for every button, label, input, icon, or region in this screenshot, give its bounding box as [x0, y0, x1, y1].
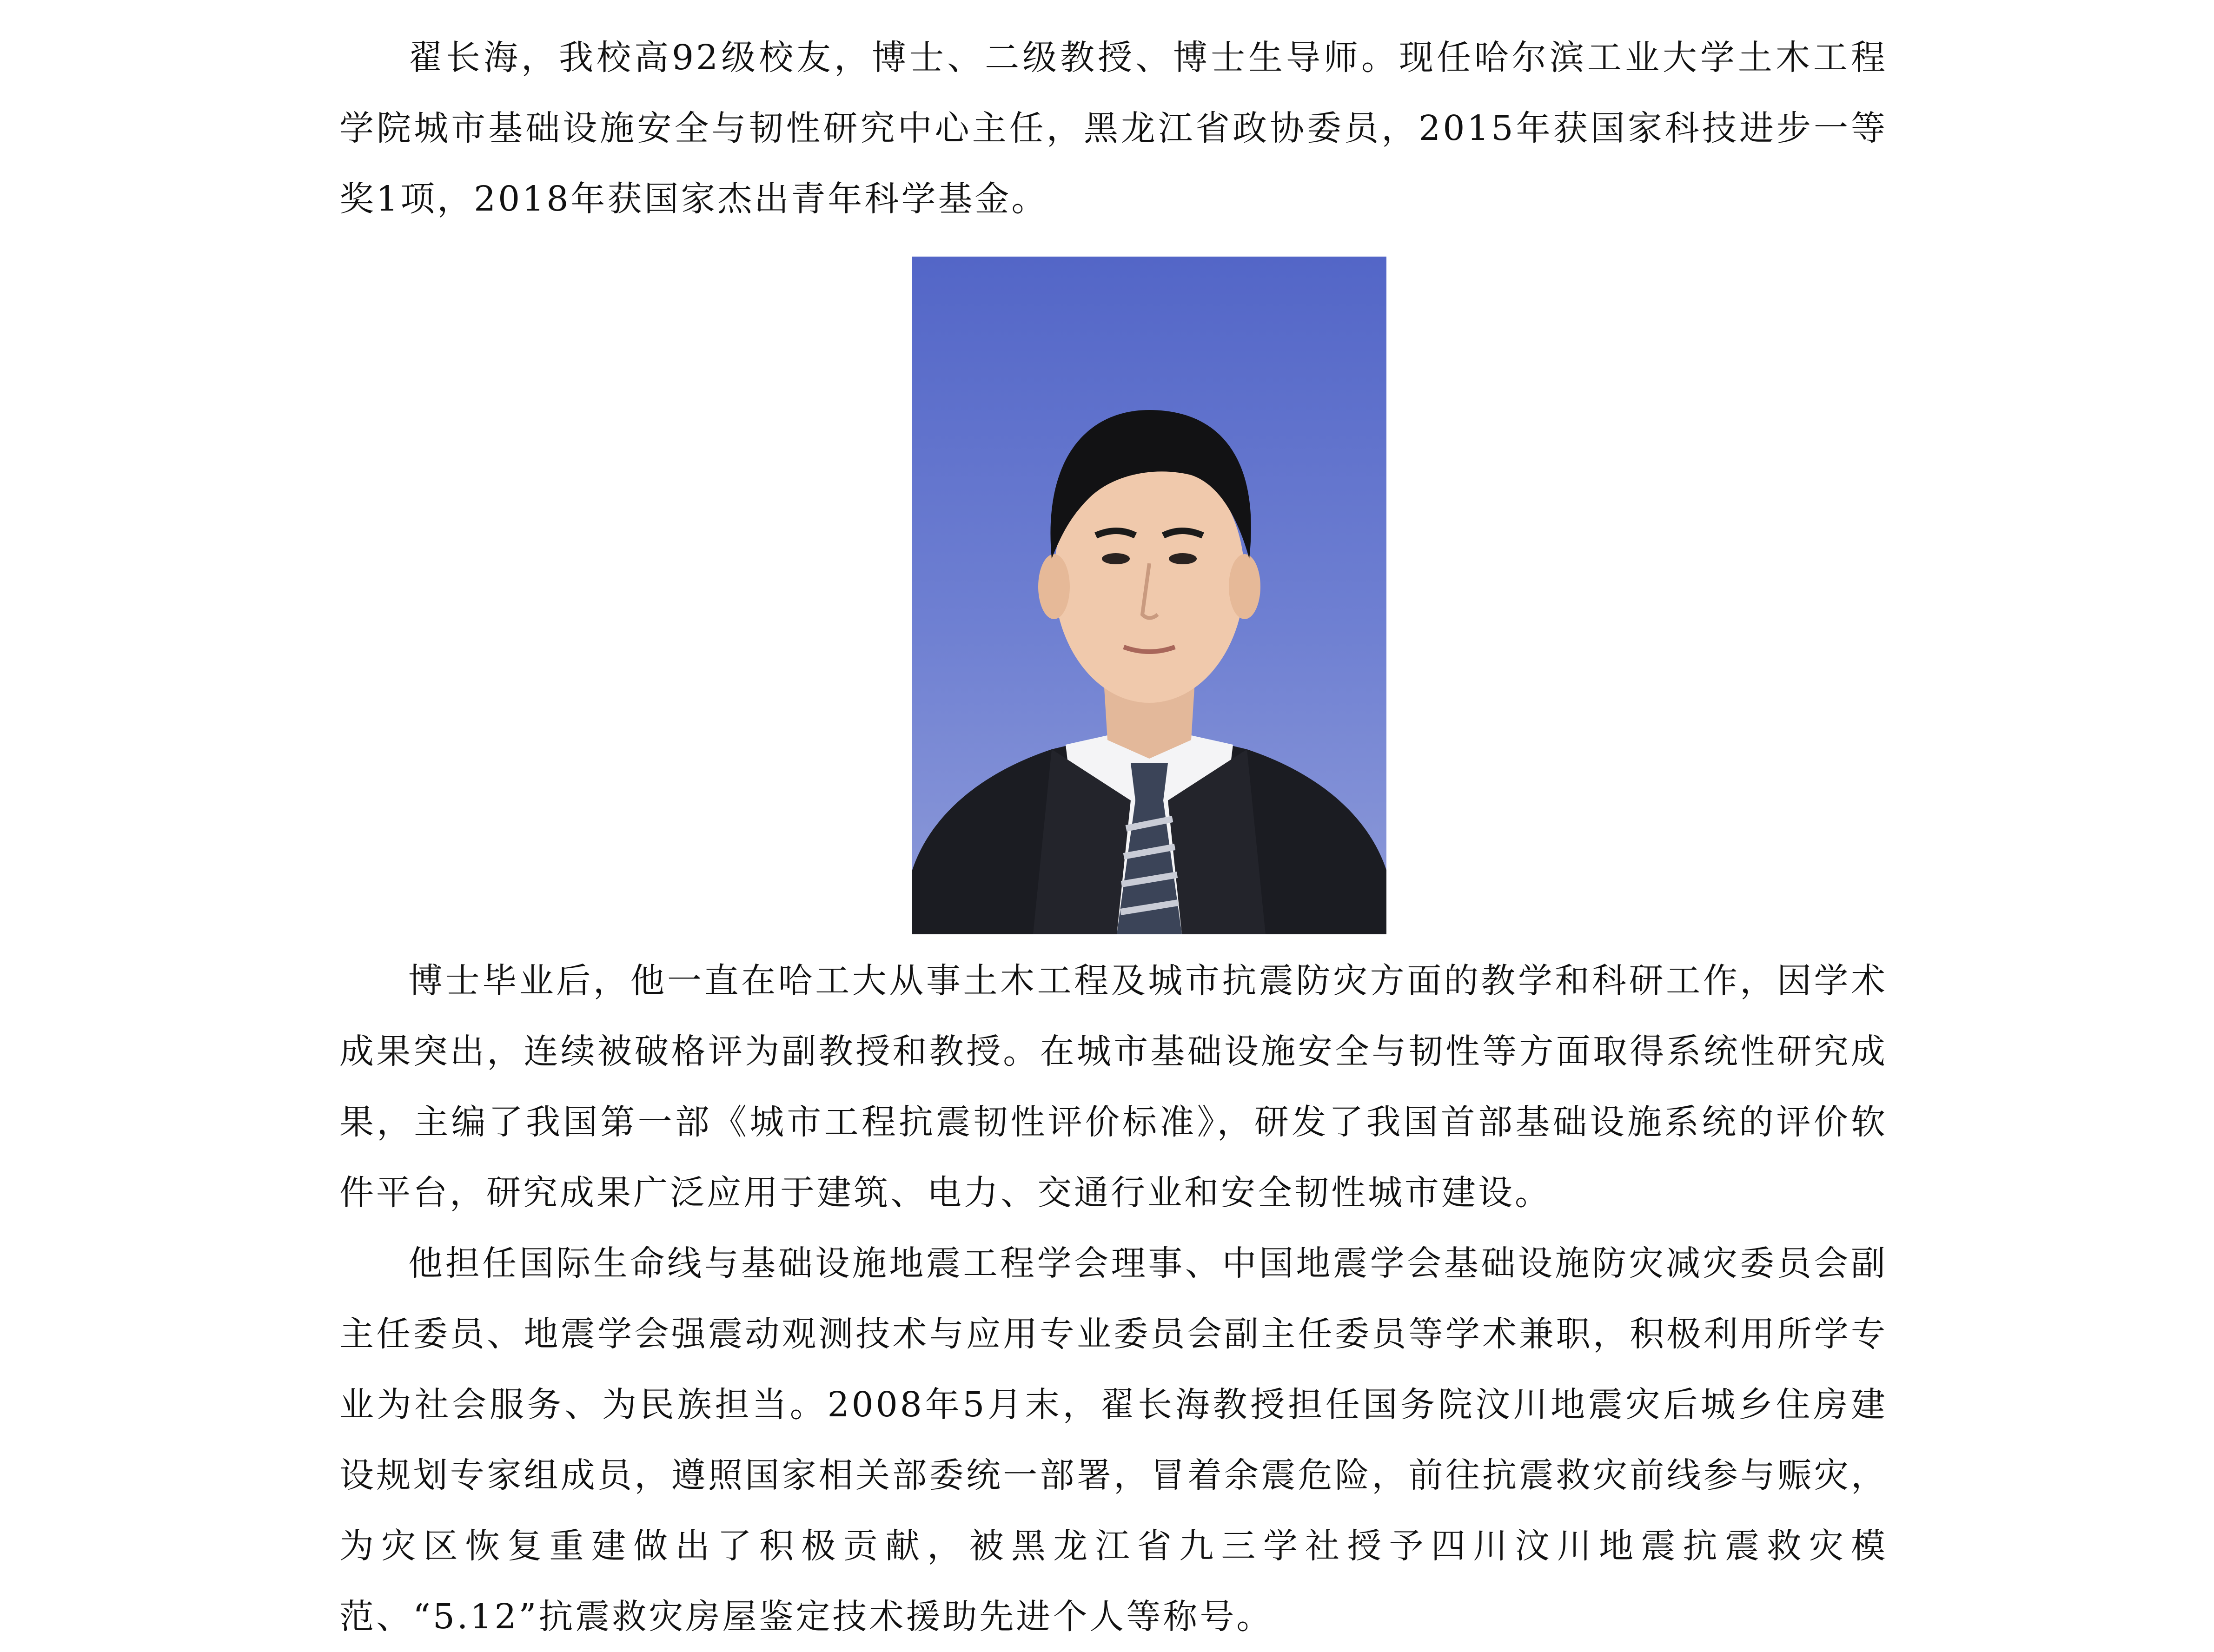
intro-text [339, 22, 1888, 234]
paragraph-1: 翟长海，我校高92级校友，博士、二级教授、博士生导师。现任哈尔滨工业大学土木工程学院城市基础设施安全与韧性研究中心主任，黑龙江省政协委员，2015年获国家科技进步一等奖1项，2018年获国家杰出青年科学基金。 [339, 38, 1888, 219]
paragraph-3: 他担任国际生命线与基础设施地震工程学会理事、中国地震学会基础设施防灾减灾委员会副主任委员、地震学会强震动观测技术与应用专业委员会副主任委员等学术兼职，积极利用所学专业为社会服务、为民族担当。2008年5月末，翟长海教授担任国务院汶川地震灾后城乡住房建设规划专家组成员，遵照国家相关部委统一部署，冒着余震危险，前往抗震救灾前线参与赈灾，为灾区恢复重建做出了积极贡献，被黑龙江省九三学社授予四川汶川地震抗震救灾模范、“5.12”抗震救灾房屋鉴定技术援助先进个人等称号。 [339, 1243, 1888, 1637]
body-text [339, 945, 1888, 1652]
portrait-photo [912, 257, 1386, 934]
portrait-image [912, 257, 1386, 934]
paragraph-2: 博士毕业后，他一直在哈工大从事土木工程及城市抗震防灾方面的教学和科研工作，因学术成果突出，连续被破格评为副教授和教授。在城市基础设施安全与韧性等方面取得系统性研究成果，主编了我国第一部《城市工程抗震韧性评价标准》，研发了我国首部基础设施系统的评价软件平台，研究成果广泛应用于建筑、电力、交通行业和安全韧性城市建设。 [339, 961, 1888, 1213]
